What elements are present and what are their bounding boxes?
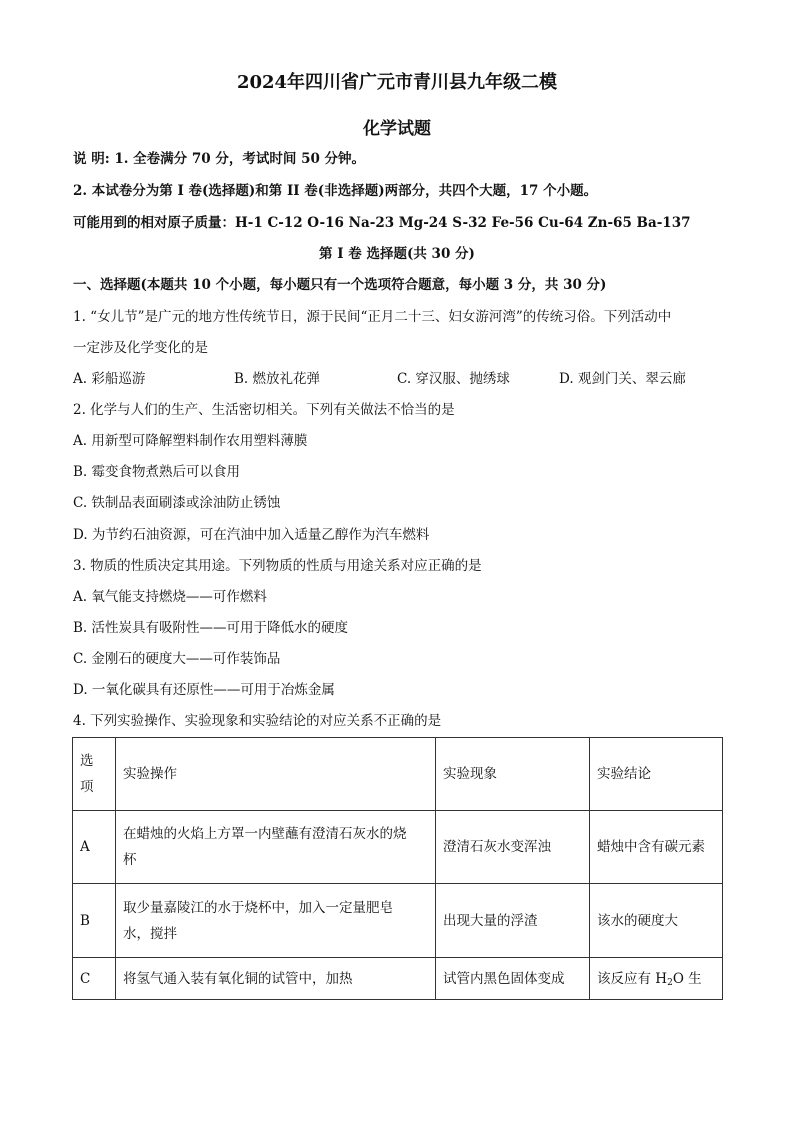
part-title: 第 I 卷 选择题(共 30 分) [319,246,475,262]
question-3-option-b: B. 活性炭具有吸附性——可用于降低水的硬度 [73,620,349,636]
header-option-line-2: 项 [80,779,94,795]
row-option: C [73,958,116,1000]
row-phenomenon: 澄清石灰水变浑浊 [436,811,590,884]
conclusion-subscript: 2 [667,977,673,988]
row-conclusion: 该水的硬度大 [590,884,723,958]
note-line-2: 2. 本试卷分为第 I 卷(选择题)和第 II 卷(非选择题)两部分，共四个大题，17 个小题。 [73,183,598,199]
row-option: B [73,884,116,958]
header-option [73,738,116,811]
question-2-option-a: A. 用新型可降解塑料制作农用塑料薄膜 [73,433,308,449]
header-option-line-1: 选 [80,753,94,769]
question-3-option-a: A. 氧气能支持燃烧——可作燃料 [73,589,267,605]
exam-title: 2024年四川省广元市青川县九年级二模 [236,72,558,93]
conclusion-prefix: 该反应有 H [597,970,668,987]
conclusion-suffix: O 生 [672,970,702,987]
question-2-option-c: C. 铁制品表面刷漆或涂油防止锈蚀 [73,495,281,511]
question-3-option-d: D. 一氧化碳具有还原性——可用于冶炼金属 [73,682,335,698]
question-2-option-b: B. 霉变食物煮熟后可以食用 [73,464,241,480]
table-row [73,884,723,958]
row-option: A [73,811,116,884]
question-2-stem: 2. 化学与人们的生产、生活密切相关。下列有关做法不恰当的是 [73,402,455,418]
row-conclusion [590,958,723,1000]
question-1-option-c: C. 穿汉服、抛绣球 [397,371,510,387]
question-3-option-c: C. 金刚石的硬度大——可作装饰品 [73,651,281,667]
row-operation: 将氢气通入装有氧化铜的试管中，加热 [116,958,436,1000]
row-operation-line-1: 在蜡烛的火焰上方罩一内壁蘸有澄清石灰水的烧 [123,826,407,842]
note-line-1: 说 明: 1. 全卷满分 70 分，考试时间 50 分钟。 [73,151,366,167]
row-operation-line-1: 取少量嘉陵江的水于烧杯中，加入一定量肥皂 [123,899,393,916]
question-1-option-a: A. 彩船巡游 [73,371,146,387]
row-phenomenon: 出现大量的浮渣 [436,884,590,958]
question-1-stem-line-2: 一定涉及化学变化的是 [73,340,208,356]
question-3-stem: 3. 物质的性质决定其用途。下列物质的性质与用途关系对应正确的是 [73,558,482,574]
table-header-row [73,738,723,811]
header-conclusion: 实验结论 [590,738,723,811]
row-operation-line-2: 水，搅拌 [123,925,177,942]
section-heading: 一、选择题(本题共 10 个小题，每小题只有一个选项符合题意，每小题 3 分，共 30 分) [73,277,607,293]
table-row [73,958,723,1000]
exam-subtitle: 化学试题 [363,119,431,139]
row-operation-line-2: 杯 [123,852,137,868]
note-line-3: 可能用到的相对原子质量：H-1 C-12 O-16 Na-23 Mg-24 S-32 Fe-56 Cu-64 Zn-65 Ba-137 [73,215,691,231]
question-1-option-d: D. 观剑门关、翠云廊 [559,371,686,387]
experiment-table [72,737,723,1000]
question-2-option-d: D. 为节约石油资源，可在汽油中加入适量乙醇作为汽车燃料 [73,527,430,543]
row-conclusion: 蜡烛中含有碳元素 [590,811,723,884]
table-row [73,811,723,884]
row-operation [116,811,436,884]
header-phenomenon: 实验现象 [436,738,590,811]
header-operation: 实验操作 [116,738,436,811]
question-4-stem: 4. 下列实验操作、实验现象和实验结论的对应关系不正确的是 [73,713,442,729]
question-1-option-b: B. 燃放礼花弹 [234,371,321,387]
row-operation [116,884,436,958]
question-1-stem-line-1: 1. “女儿节”是广元的地方性传统节日，源于民间“正月二十三、妇女游河湾”的传统习俗。下列活动中 [73,309,672,325]
row-phenomenon: 试管内黑色固体变成 [436,958,590,1000]
